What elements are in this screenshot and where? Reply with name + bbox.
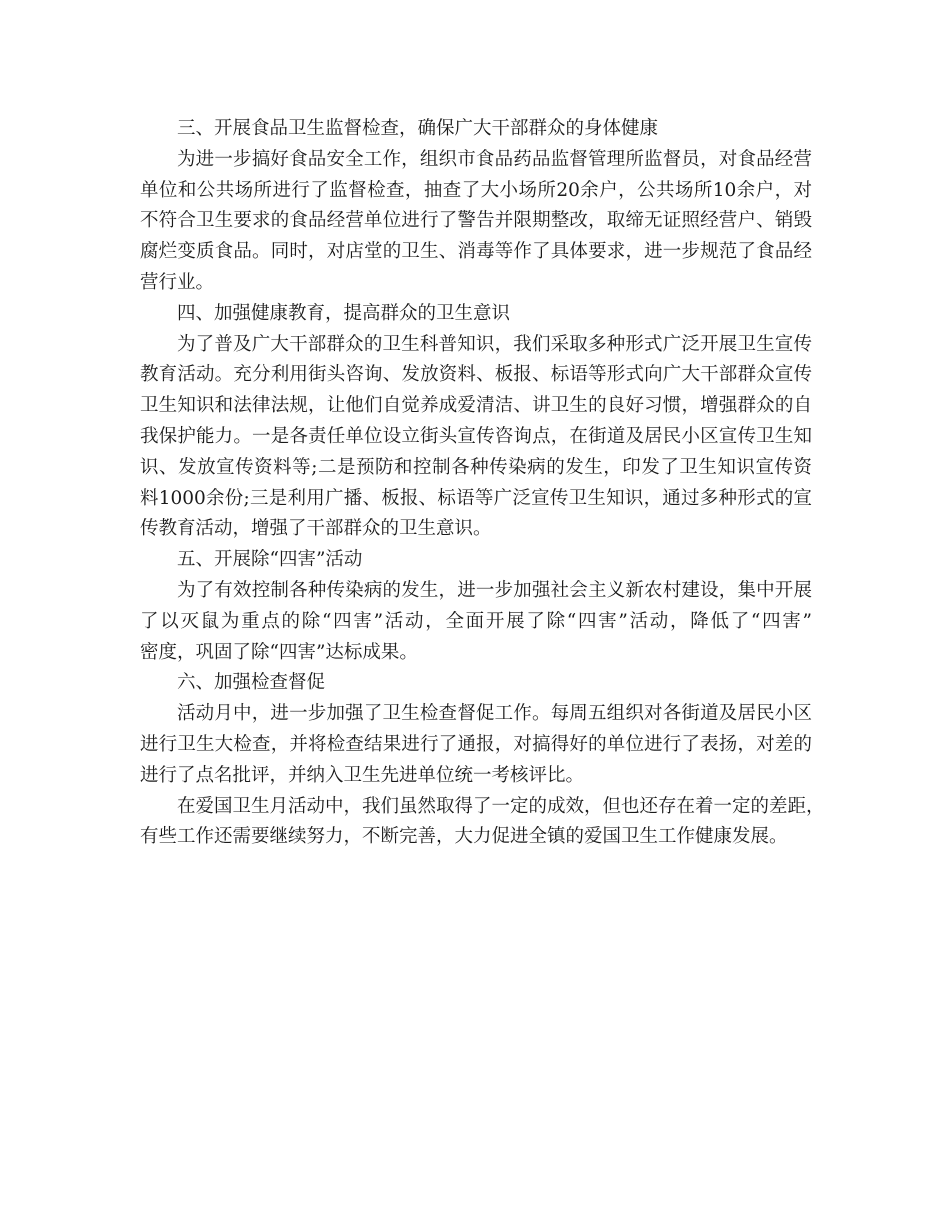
section-heading: 六、加强检查督促 bbox=[177, 672, 326, 694]
paragraph-line: 进行卫生大检查，并将检查结果进行了通报，对搞得好的单位进行了表扬，对差的 bbox=[140, 733, 812, 755]
paragraph-line: 在爱国卫生月活动中，我们虽然取得了一定的成效，但也还存在着一定的差距， bbox=[177, 795, 825, 817]
paragraph-line: 腐烂变质食品。同时，对店堂的卫生、消毒等作了具体要求，进一步规范了食品经 bbox=[140, 241, 812, 263]
paragraph-line: 传教育活动，增强了干部群众的卫生意识。 bbox=[140, 518, 492, 540]
paragraph-line: 为进一步搞好食品安全工作，组织市食品药品监督管理所监督员，对食品经营 bbox=[177, 148, 812, 170]
paragraph-line: 卫生知识和法律法规，让他们自觉养成爱清洁、讲卫生的良好习惯，增强群众的自 bbox=[140, 395, 812, 417]
paragraph-line: 教育活动。充分利用街头咨询、发放资料、板报、标语等形式向广大干部群众宣传 bbox=[140, 364, 812, 386]
paragraph-line: 不符合卫生要求的食品经营单位进行了警告并限期整改，取缔无证照经营户、销毁 bbox=[140, 210, 812, 232]
paragraph-line: 进行了点名批评，并纳入卫生先进单位统一考核评比。 bbox=[140, 764, 585, 786]
paragraph-line: 有些工作还需要继续努力，不断完善，大力促进全镇的爱国卫生工作健康发展。 bbox=[140, 826, 788, 848]
section-heading: 五、开展除“四害”活动 bbox=[177, 549, 363, 571]
paragraph-line: 营行业。 bbox=[140, 271, 215, 293]
paragraph-line: 活动月中，进一步加强了卫生检查督促工作。每周五组织对各街道及居民小区 bbox=[177, 703, 812, 725]
paragraph-line: 单位和公共场所进行了监督检查，抽查了大小场所20余户，公共场所10余户，对 bbox=[140, 179, 812, 201]
document-body bbox=[140, 114, 825, 853]
section-heading: 四、加强健康教育，提高群众的卫生意识 bbox=[177, 302, 511, 324]
paragraph-line: 料1000余份;三是利用广播、板报、标语等广泛宣传卫生知识，通过多种形式的宣 bbox=[140, 487, 812, 509]
paragraph-line: 了以灭鼠为重点的除“四害”活动，全面开展了除“四害”活动，降低了“四害” bbox=[140, 610, 812, 632]
paragraph-line: 密度，巩固了除“四害”达标成果。 bbox=[140, 641, 418, 663]
paragraph-line: 为了普及广大干部群众的卫生科普知识，我们采取多种形式广泛开展卫生宣传 bbox=[177, 333, 812, 355]
paragraph-line: 我保护能力。一是各责任单位设立街头宣传咨询点，在街道及居民小区宣传卫生知 bbox=[140, 425, 812, 447]
paragraph-line: 识、发放宣传资料等;二是预防和控制各种传染病的发生，印发了卫生知识宣传资 bbox=[140, 456, 812, 478]
section-heading: 三、开展食品卫生监督检查，确保广大干部群众的身体健康 bbox=[177, 118, 659, 139]
paragraph-line: 为了有效控制各种传染病的发生，进一步加强社会主义新农村建设，集中开展 bbox=[177, 579, 812, 601]
